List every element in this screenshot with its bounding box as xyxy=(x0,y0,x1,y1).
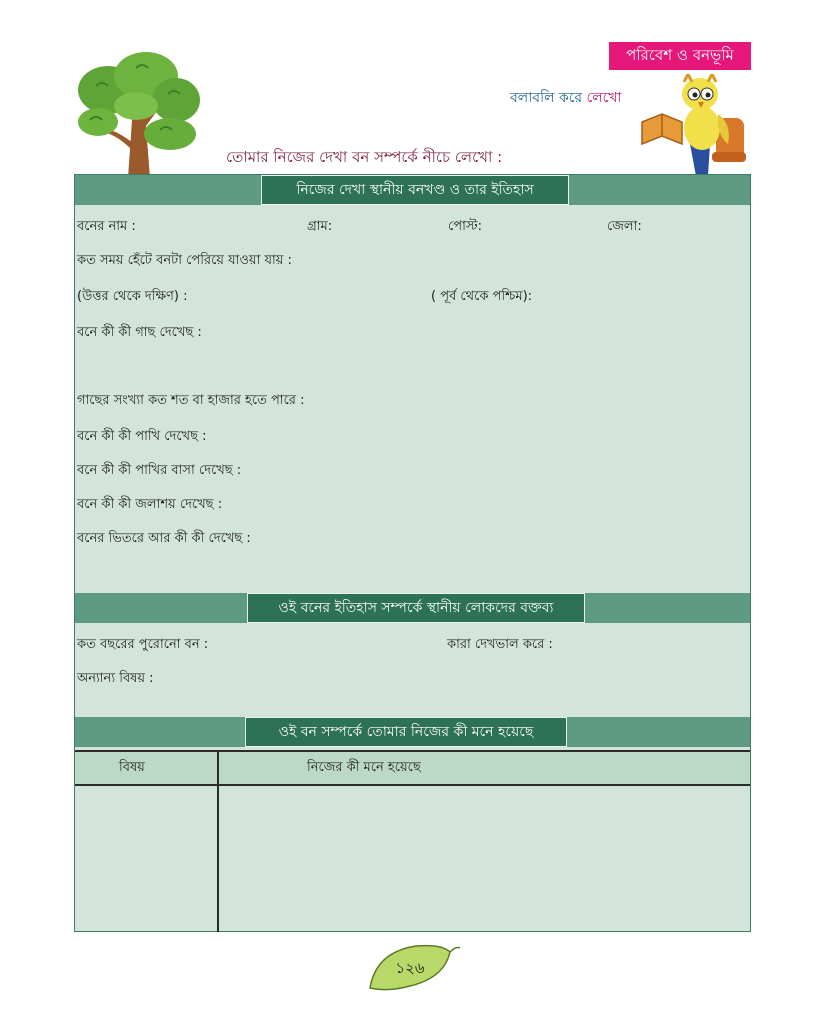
table-header-topic: বিষয় xyxy=(119,759,145,775)
leaf-page-icon xyxy=(366,938,462,992)
forest-form xyxy=(74,174,751,932)
field-forest-age: কত বছরের পুরোনো বন : xyxy=(77,637,209,652)
owl-reading-illustration xyxy=(638,74,750,176)
activity-label-part2: লেখো xyxy=(582,90,622,106)
field-water-bodies: বনে কী কী জলাশয় দেখেছ : xyxy=(77,497,223,512)
field-birds-seen: বনে কী কী পাখি দেখেছ : xyxy=(77,429,207,444)
field-post: পোস্ট: xyxy=(448,219,483,234)
table-header-opinion: নিজের কী মনে হয়েছে xyxy=(307,759,421,775)
field-north-south: (উত্তর থেকে দক্ষিণ) : xyxy=(77,289,188,304)
chapter-badge: পরিবেশ ও বনভূমি xyxy=(609,42,751,70)
activity-label-part1: বলাবলি করে xyxy=(510,90,583,106)
field-other-seen: বনের ভিতরে আর কী কী দেখেছ : xyxy=(77,531,251,546)
field-village: গ্রাম: xyxy=(307,219,333,234)
field-other-topics: অন্যান্য বিষয় : xyxy=(77,671,154,686)
field-walk-time: কত সময় হেঁটে বনটা পেরিয়ে যাওয়া যায় : xyxy=(77,253,292,268)
field-nests-seen: বনে কী কী পাখির বাসা দেখেছ : xyxy=(77,463,242,478)
field-district: জেলা: xyxy=(607,219,642,234)
section-title-local-forest: নিজের দেখা স্থানীয় বনখণ্ড ও তার ইতিহাস xyxy=(261,175,569,205)
section-title-opinion: ওই বন সম্পর্কে তোমার নিজের কী মনে হয়েছে xyxy=(245,717,567,747)
section-title-history: ওই বনের ইতিহাস সম্পর্কে স্থানীয় লোকদের বক্তব্য xyxy=(247,593,585,623)
table-header-row xyxy=(75,750,750,786)
field-tree-count: গাছের সংখ্যা কত শত বা হাজার হতে পারে : xyxy=(77,393,305,408)
field-caretaker: কারা দেখভাল করে : xyxy=(447,637,553,652)
activity-label xyxy=(510,86,622,110)
tree-illustration xyxy=(76,50,200,178)
table-column-divider xyxy=(217,750,219,932)
opinion-table xyxy=(75,750,750,932)
field-trees-seen: বনে কী কী গাছ দেখেছ : xyxy=(77,325,202,340)
field-east-west: ( পূর্ব থেকে পশ্চিম): xyxy=(431,289,533,304)
field-forest-name: বনের নাম : xyxy=(77,219,136,234)
instruction-text: তোমার নিজের দেখা বন সম্পর্কে নীচে লেখো : xyxy=(226,148,503,166)
page-number: ১২৬ xyxy=(395,959,425,977)
